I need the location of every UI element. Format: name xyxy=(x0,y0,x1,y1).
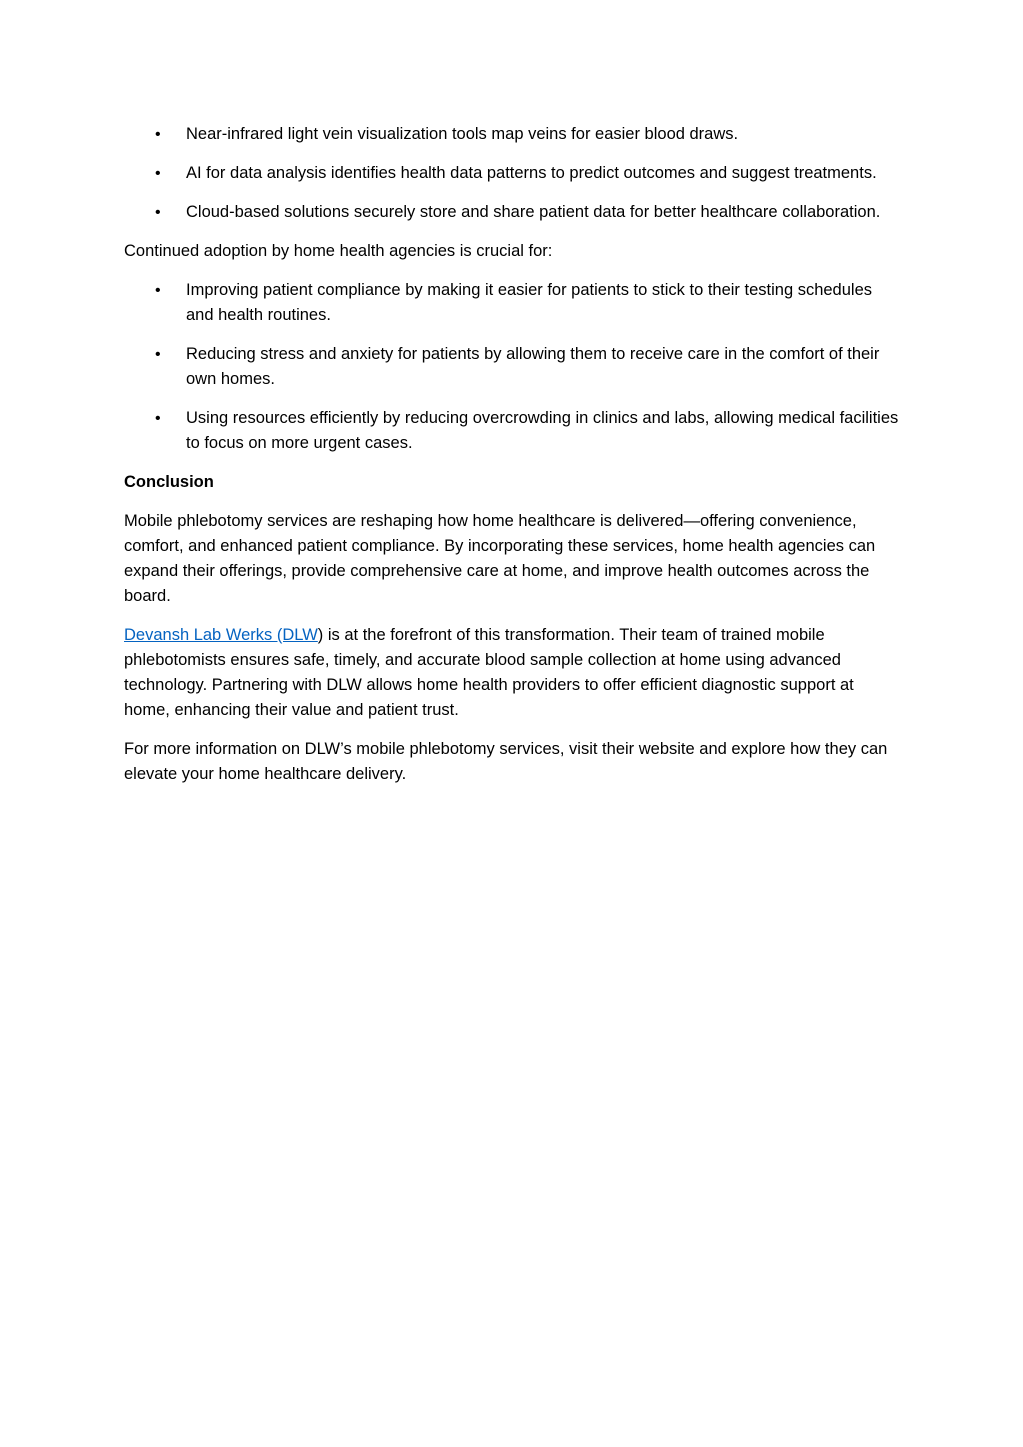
list-item xyxy=(124,342,904,392)
conclusion-paragraph: Mobile phlebotomy services are reshaping how home healthcare is delivered—offering convenience, comfort, and enhanced patient compliance. By incorporating these services, home health agencies can expand their offerings, provide comprehensive care at home, and improve health outcomes across the board. xyxy=(124,512,876,605)
closing-paragraph: For more information on DLW’s mobile phlebotomy services, visit their website and explore how they can elevate your home healthcare delivery. xyxy=(124,740,888,783)
list-item xyxy=(124,200,904,225)
list-item-text: Improving patient compliance by making it easier for patients to stick to their testing schedules and health routines. xyxy=(186,281,873,324)
list-item xyxy=(124,406,904,456)
document-page xyxy=(124,122,904,801)
bullet-icon: • xyxy=(155,165,161,182)
adoption-intro: Continued adoption by home health agencies is crucial for: xyxy=(124,242,553,260)
bullet-icon: • xyxy=(155,346,161,363)
technology-list xyxy=(124,122,904,225)
list-item-text: Using resources efficiently by reducing overcrowding in clinics and labs, allowing medical facilities to focus on more urgent cases. xyxy=(186,409,899,452)
list-item xyxy=(124,161,904,186)
bullet-icon: • xyxy=(155,204,161,221)
bullet-icon: • xyxy=(155,126,161,143)
list-item-text: Reducing stress and anxiety for patients by allowing them to receive care in the comfort of their own homes. xyxy=(186,345,880,388)
list-item-text: Cloud-based solutions securely store and share patient data for better healthcare collaboration. xyxy=(186,203,881,221)
dlw-paragraph-text: ) is at the forefront of this transformation. Their team of trained mobile phlebotomists ensures safe, timely, and accurate blood sample collection at home using advanced technology. Partnering with DLW allows home health providers to offer efficient diagnostic support at home, enhancing their value and patient trust. xyxy=(124,626,854,719)
list-item xyxy=(124,122,904,147)
conclusion-heading: Conclusion xyxy=(124,473,214,491)
list-item-text: Near-infrared light vein visualization tools map veins for easier blood draws. xyxy=(186,125,739,143)
list-item xyxy=(124,278,904,328)
list-item-text: AI for data analysis identifies health data patterns to predict outcomes and suggest treatments. xyxy=(186,164,877,182)
benefits-list xyxy=(124,278,904,456)
bullet-icon: • xyxy=(155,410,161,427)
dlw-paragraph xyxy=(124,623,904,723)
bullet-icon: • xyxy=(155,282,161,299)
dlw-link[interactable]: Devansh Lab Werks (DLW xyxy=(124,626,318,644)
